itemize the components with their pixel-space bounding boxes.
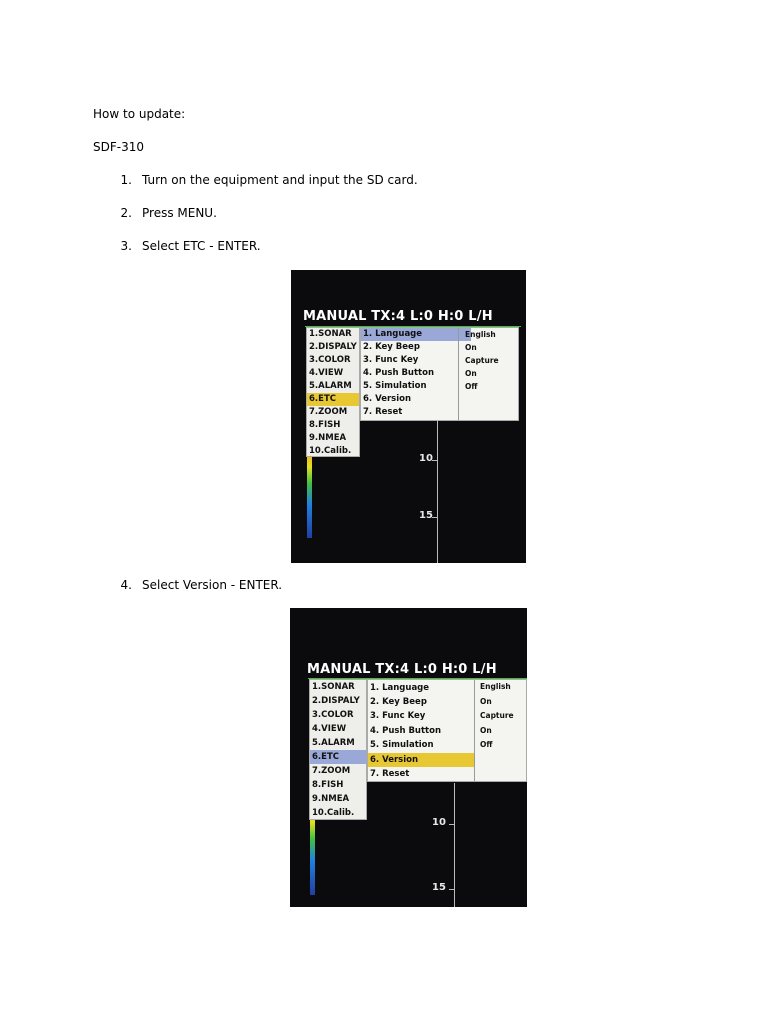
main-menu-item[interactable]: 7.ZOOM	[312, 766, 351, 776]
main-menu-item-selected[interactable]: 6.ETC	[307, 393, 359, 406]
depth-label: 15	[419, 510, 433, 521]
etc-menu-item[interactable]: 7. Reset	[363, 407, 403, 417]
submenu-divider	[458, 328, 459, 420]
etc-menu-value: On	[480, 726, 492, 735]
main-menu-item[interactable]: 8.FISH	[312, 780, 344, 790]
main-menu-item-selected[interactable]: 6.ETC	[310, 750, 366, 764]
etc-menu-value: On	[465, 369, 477, 378]
etc-menu-item-selected[interactable]: 6. Version	[370, 755, 419, 765]
step-number: 3.	[120, 239, 132, 253]
etc-menu-value: English	[480, 682, 511, 691]
etc-menu-value: On	[480, 697, 492, 706]
main-menu-item[interactable]: 5.ALARM	[312, 738, 355, 748]
etc-menu-item[interactable]: 2. Key Beep	[370, 697, 427, 707]
main-menu-item[interactable]: 1.SONAR	[312, 682, 355, 692]
main-menu	[309, 679, 367, 820]
depth-tick	[449, 889, 454, 890]
etc-menu-value: Capture	[465, 356, 499, 365]
step-text: Select Version - ENTER.	[142, 578, 283, 592]
model-name: SDF-310	[93, 140, 144, 154]
submenu-divider	[474, 680, 475, 781]
etc-menu-item[interactable]: 6. Version	[363, 394, 412, 404]
main-menu-item[interactable]: 10.Calib.	[309, 446, 352, 456]
etc-menu-value: Off	[480, 740, 493, 749]
main-menu-item[interactable]: 7.ZOOM	[309, 407, 348, 417]
screen-photo-version	[290, 608, 527, 907]
etc-submenu	[360, 327, 519, 421]
main-menu-item[interactable]: 2.DISPALY	[312, 696, 360, 706]
etc-menu-value: Off	[465, 382, 478, 391]
depth-label: 10	[432, 817, 446, 828]
doc-heading: How to update:	[93, 107, 186, 121]
etc-menu-item[interactable]: 2. Key Beep	[363, 342, 420, 352]
etc-menu-item[interactable]: 3. Func Key	[363, 355, 419, 365]
main-menu-item[interactable]: 4.VIEW	[309, 368, 344, 378]
etc-menu-item[interactable]: 4. Push Button	[363, 368, 435, 378]
depth-label: 10	[419, 453, 433, 464]
step-text: Select ETC - ENTER.	[142, 239, 261, 253]
main-menu-item[interactable]: 9.NMEA	[312, 794, 350, 804]
etc-menu-value: English	[465, 330, 496, 339]
screen-photo-etc	[291, 270, 526, 563]
etc-menu-item[interactable]: 5. Simulation	[370, 740, 434, 750]
main-menu	[306, 327, 360, 457]
etc-menu-item[interactable]: 7. Reset	[370, 769, 410, 779]
main-menu-item[interactable]: 5.ALARM	[309, 381, 352, 391]
depth-tick	[449, 824, 454, 825]
screen-title: MANUAL TX:4 L:0 H:0 L/H	[307, 662, 497, 677]
etc-menu-item[interactable]: 4. Push Button	[370, 726, 442, 736]
step-text: Press MENU.	[142, 206, 217, 220]
etc-menu-item[interactable]: 5. Simulation	[363, 381, 427, 391]
screen-title: MANUAL TX:4 L:0 H:0 L/H	[303, 309, 493, 324]
main-menu-item[interactable]: 3.COLOR	[312, 710, 354, 720]
depth-scale	[454, 783, 455, 907]
depth-label: 15	[432, 882, 446, 893]
main-menu-item[interactable]: 3.COLOR	[309, 355, 351, 365]
step-number: 2.	[120, 206, 132, 220]
etc-menu-item[interactable]: 1. Language	[370, 683, 430, 693]
main-menu-item[interactable]: 4.VIEW	[312, 724, 347, 734]
main-menu-item[interactable]: 1.SONAR	[309, 329, 352, 339]
main-menu-item[interactable]: 2.DISPALY	[309, 342, 357, 352]
etc-menu-value: On	[465, 343, 477, 352]
main-menu-item[interactable]: 9.NMEA	[309, 433, 347, 443]
step-text: Turn on the equipment and input the SD card.	[142, 173, 418, 187]
main-menu-item[interactable]: 10.Calib.	[312, 808, 355, 818]
etc-submenu	[367, 679, 527, 782]
etc-menu-item[interactable]: 3. Func Key	[370, 711, 426, 721]
depth-scale	[437, 420, 438, 563]
etc-menu-value: Capture	[480, 711, 514, 720]
main-menu-item[interactable]: 8.FISH	[309, 420, 341, 430]
etc-menu-item[interactable]: 1. Language	[363, 329, 423, 339]
step-number: 4.	[120, 578, 132, 592]
step-number: 1.	[120, 173, 132, 187]
